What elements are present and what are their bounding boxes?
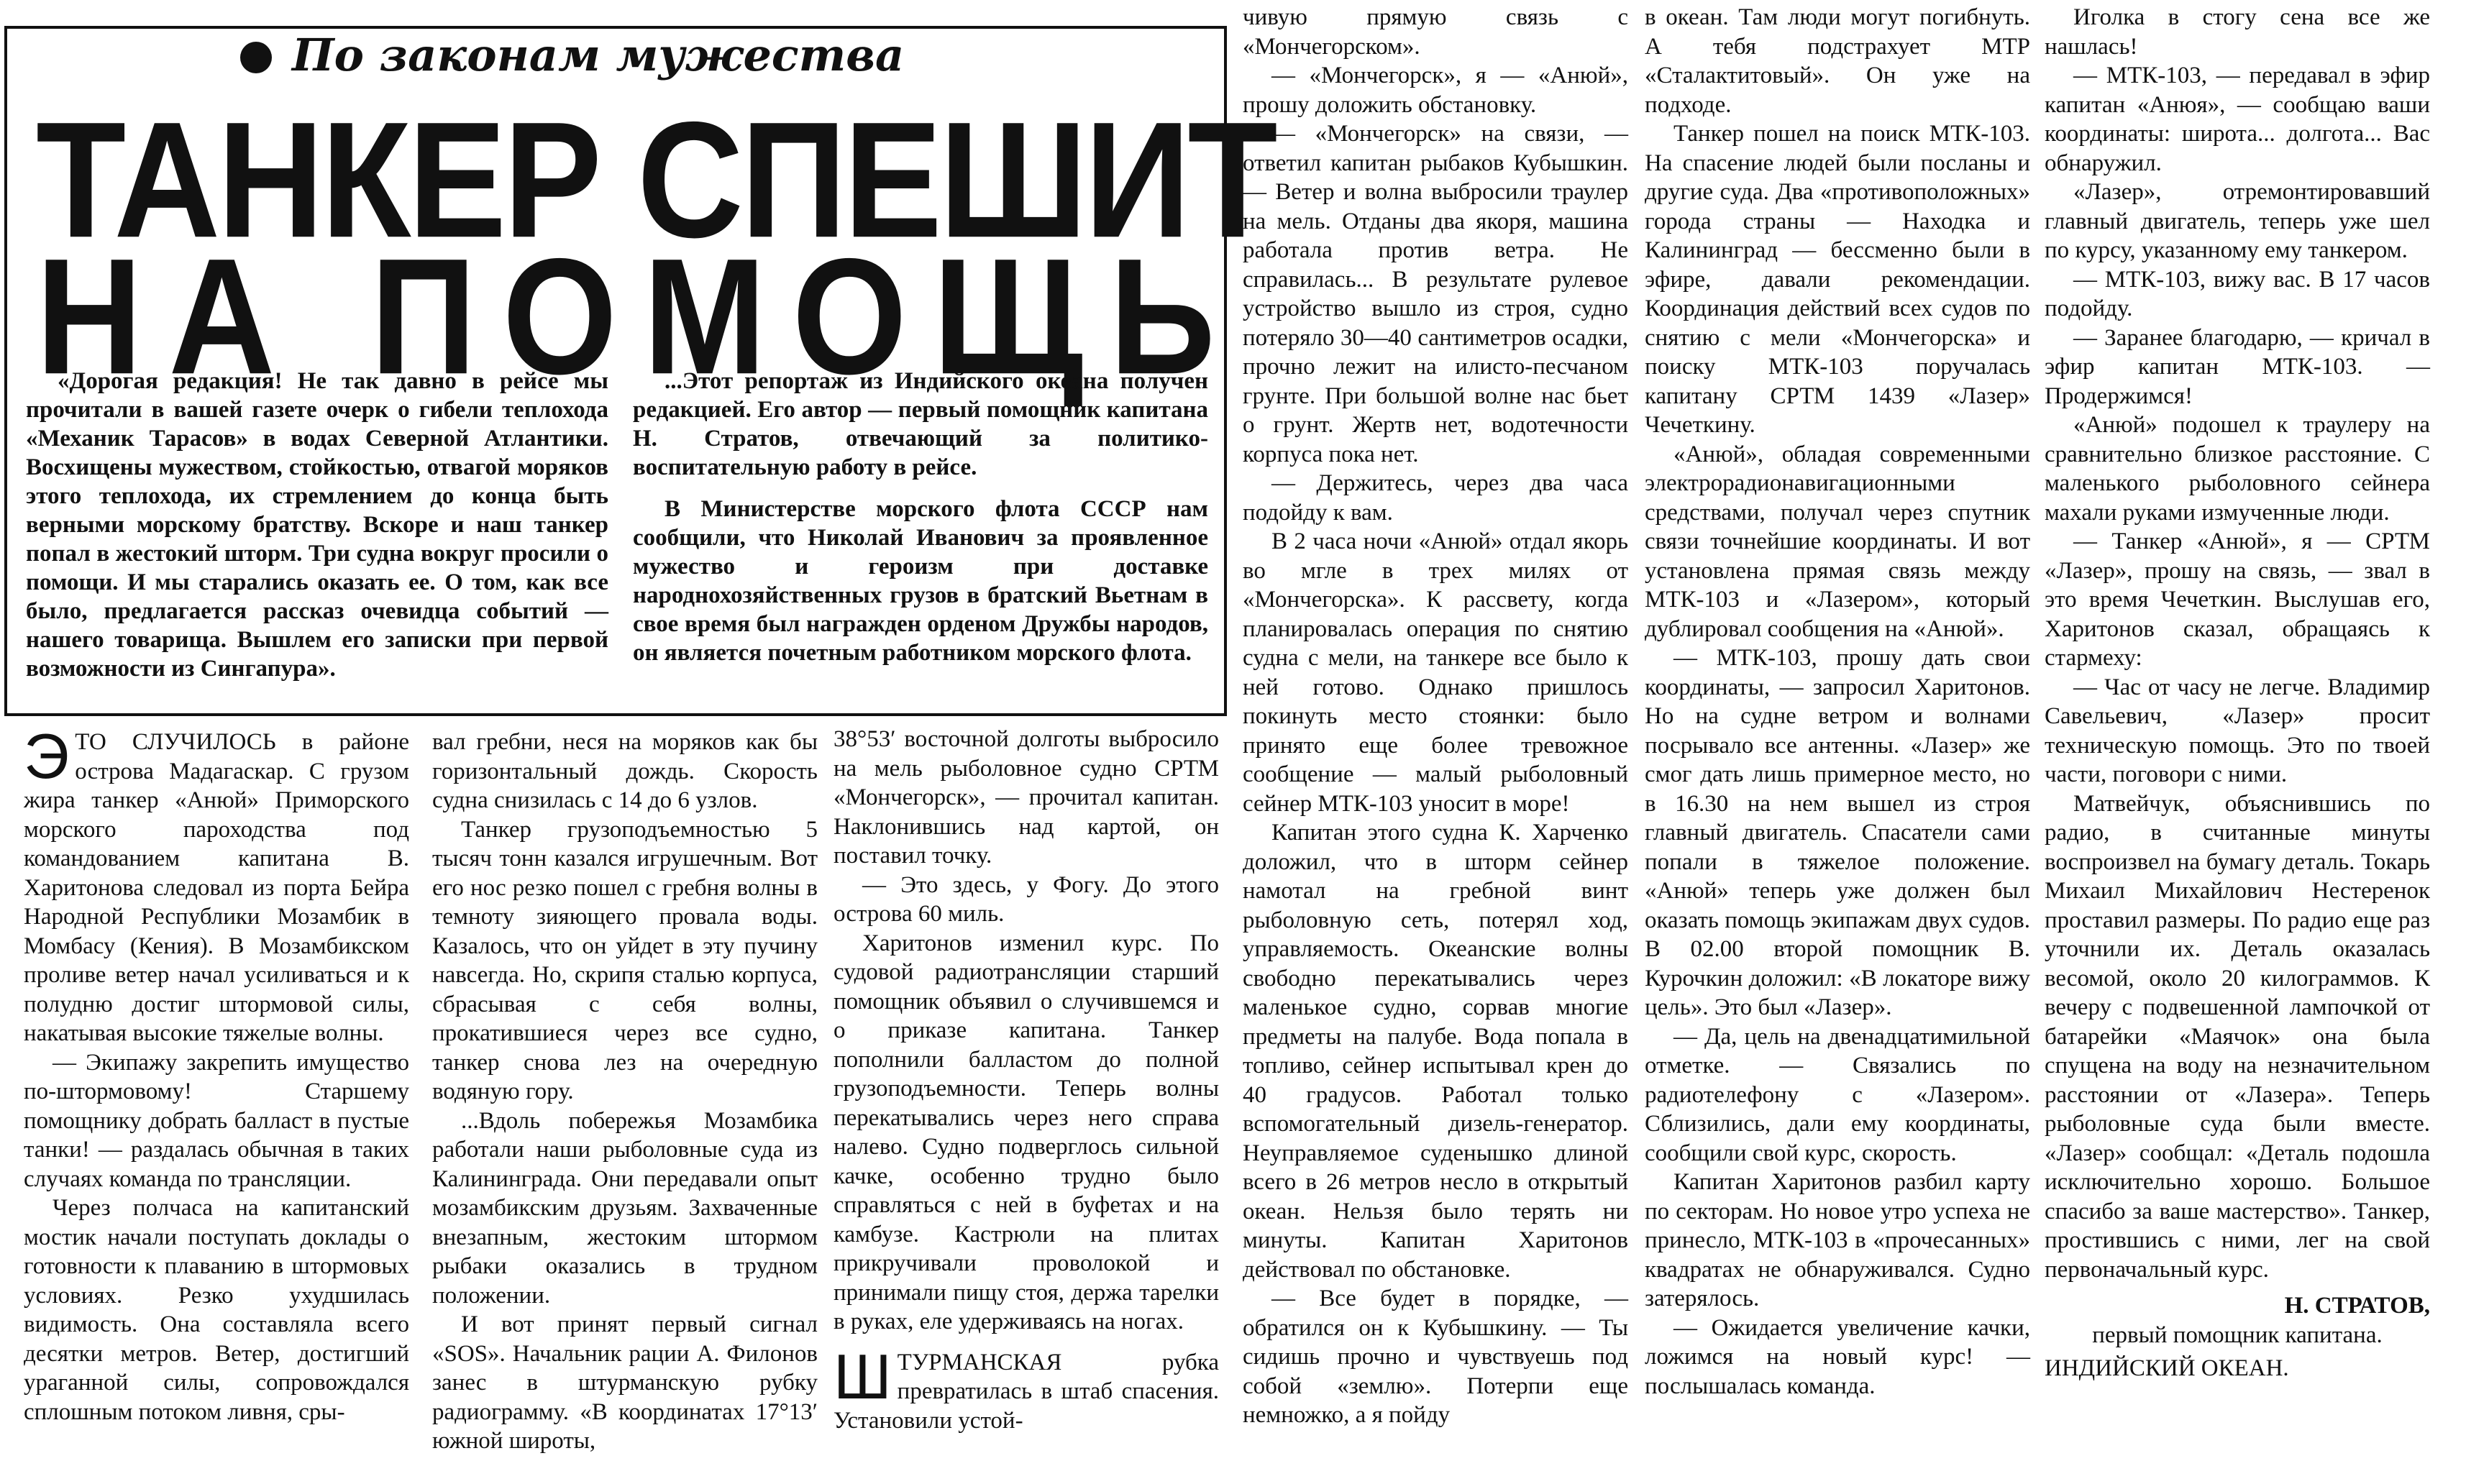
paragraph: — Час от часу не легче. Владимир Савельевич, «Лазер» просит техническую помощь. Это по твоей части, поговори с ними.: [2045, 674, 2430, 787]
headline-letter: Н: [36, 224, 143, 409]
paragraph: Танкер грузоподъемностью 5 тысяч тонн казался игрушечным. Вот его нос резко пошел с гребня волны в темноту зияющего провала воды. Казалось, что он уйдет в эту пучину навсегда. Но, скрипя сталью корпуса, сбрасывая с себя волны, прокатившиеся через все судно, танкер снова лез на очередную водяную гору.: [432, 816, 818, 1104]
headline-letter: М: [643, 224, 767, 409]
paragraph: Матвейчук, объяснившись по радио, в считанные минуты воспроизвел на бумагу деталь. Токарь Михаил Михайлович Нестеренок проставил размеры. По радио еще раз уточнили их. Деталь оказалась весомой, около 20 килограммов. К вечеру с подвешенной лампочкой от батарейки «Маячок» она была спущена на воду на незначительном расстоянии от «Лазера». Теперь рыболовные суда были вместе. «Лазер» сообщал: «Деталь подошла исключительно хорошо. Большое спасибо за ваше мастерство». Танкер, простившись с ними, лег на свой первоначальный курс.: [2045, 790, 2430, 1283]
paragraph: чивую прямую связь с «Мончегорском».: [1243, 4, 1628, 60]
headline-letter: О: [792, 224, 908, 409]
paragraph: ...Вдоль побережья Мозамбика работали наши рыболовные суда из Калининграда. Они передавали опыт мозамбикским друзьям. Захваченные внезапным, жестоким штормом рыбаки оказались в трудном положении.: [432, 1107, 818, 1309]
headline-letter: Щ: [933, 224, 1084, 409]
column-5: [1645, 3, 2030, 1401]
paragraph: «Лазер», отремонтировавший главный двигатель, теперь уже шел по курсу, указанному ему танкером.: [2045, 179, 2430, 263]
paragraph: вал гребни, неся на моряков как бы горизонтальный дождь. Скорость судна снизилась с 14 до 6 узлов.: [432, 729, 818, 813]
author-title: первый помощник капитана.: [2092, 1322, 2383, 1348]
paragraph: — Заранее благодарю, — кричал в эфир капитан МТК-103. — Продержимся!: [2045, 324, 2430, 409]
paragraph-text: рубка превратилась в штаб спасения. Установили устой-: [834, 1349, 1219, 1434]
paragraph: в океан. Там люди могут погибнуть. А тебя подстрахует МТР «Сталактитовый». Он уже на подходе.: [1645, 4, 2030, 118]
lead-paragraph: ...Этот репортаж из Индийского океана получен редакцией. Его автор — первый помощник капитана Н. Стратов, отвечающий за политико-воспитательную работу в рейсе.: [633, 368, 1208, 480]
lead-in: ТО СЛУЧИЛОСЬ: [75, 729, 276, 755]
paragraph: «Анюй» подошел к траулеру на сравнительно близкое расстояние. С маленького рыболовного сейнера махали руками измученные люди.: [2045, 412, 2430, 526]
paragraph: — МТК-103, вижу вас. В 17 часов подойду.: [2045, 266, 2430, 321]
kicker-text: По законам мужества: [292, 29, 905, 81]
paragraph: — Это здесь, у Фогу. До этого острова 60 миль.: [834, 871, 1219, 927]
paragraph: [834, 1340, 1219, 1436]
headline-letter: А: [168, 224, 275, 409]
dateline-place: ИНДИЙСКИЙ ОКЕАН.: [2045, 1355, 2289, 1381]
paragraph: — «Мончегорск», я — «Анюй», прошу доложить обстановку.: [1243, 63, 1628, 118]
lead-editorial: [633, 367, 1208, 667]
drop-cap: Ш: [834, 1340, 892, 1412]
drop-cap: Э: [24, 720, 70, 792]
paragraph: Иголка в стогу сена все же нашлась!: [2045, 4, 2430, 60]
paragraph: «Анюй», обладая современными электрорадионавигационными средствами, получал через спутник связи точнейшие координаты. И вот установлена прямая связь между МТК-103 и «Лазером», который дублировал сообщения на «Анюй».: [1645, 441, 2030, 642]
paragraph: — «Мончегорск» на связи, — ответил капитан рыбаков Кубышкин. — Ветер и волна выбросили траулер на мель. Отданы два якоря, машина работала против ветра. Не справилась... В результате рулевое устройство вышло из строя, судно потеряло 30—40 сантиметров осадки, прочно лежит на илисто-песчаном грунте. При большой волне нас бьет о грунт. Жертв нет, водотечности корпуса пока нет.: [1243, 121, 1628, 467]
paragraph-text: в районе острова Мадагаскар. С грузом жира танкер «Анюй» Приморского морского пароходства под командованием капитана В. Харитонова следовал из порта Бейра Народной Республики Мозамбик в Момбасу (Кения). В Мозамбикском проливе ветер начал усиливаться и к полудню достиг штормовой силы, накатывая высокие тяжелые волны.: [24, 729, 410, 1046]
column-6: [2045, 3, 2430, 1383]
rubric-kicker: [223, 30, 921, 81]
paragraph: Харитонов изменил курс. По судовой радиотрансляции старший помощник объявил о случившемся и о приказе капитана. Танкер пополнили балластом до полной грузоподъемности. Теперь волны перекатывались через него справа налево. Судно подверглось сильной качке, особенно трудно было справляться с ней в буфетах и на камбузе. Кастрюли на плитах прикручивали проволокой и принимали пищу стоя, держа тарелки в руках, еле удерживаясь на ногах.: [834, 930, 1219, 1334]
paragraph: — Все будет в порядке, — обратился он к Кубышкину. — Ты сидишь прочно и чувствуешь под собой «землю». Потерпи еще немножко, а я пойду: [1243, 1286, 1628, 1428]
lead-letter: [26, 367, 608, 683]
headline-line-1: ТАНКЕР СПЕШИТ: [36, 88, 1275, 272]
paragraph: 38°53′ восточной долготы выбросило на мель рыболовное судно СРТМ «Мончегорск», — прочитал капитан. Наклонившись над картой, он поставил точку.: [834, 726, 1219, 869]
paragraph: И вот принят первый сигнал «SOS». Начальник рации А. Филонов занес в штурманскую рубку радиограмму. «В координатах 17°13′ южной широты,: [432, 1311, 818, 1454]
paragraph: Через полчаса на капитанский мостик начали поступать доклады о готовности к плаванию в штормовых условиях. Резко ухудшилась видимость. Она составляла всего десятки метров. Ветер, достигший ураганной силы, сопровождался сплошным потоком ливня, сры-: [24, 1195, 409, 1425]
paragraph: — Держитесь, через два часа подойду к вам.: [1243, 470, 1628, 526]
lead-in: ТУРМАНСКАЯ: [897, 1349, 1062, 1375]
paragraph: — МТК-103, прошу дать свои координаты, — запросил Харитонов. Но на судне ветром и волнами посрывало все антенны. «Лазер» же смог дать лишь примерное место, но в 16.30 на нем вышел из строя главный двигатель. Спасатели сами попали в тяжелое положение. «Анюй» теперь уже должен был оказать помощь экипажам двух судов. В 02.00 второй помощник В. Курочкин доложил: «В локаторе вижу цель». Это был «Лазер».: [1645, 645, 2030, 1020]
headline-box: [4, 26, 1275, 716]
paragraph: [24, 720, 410, 1048]
headline-letter: П: [370, 224, 477, 409]
paragraph: — МТК-103, — передавал в эфир капитан «Анюя», — сообщаю ваши координаты: широта... долгота... Вас обнаружил.: [2045, 63, 2430, 176]
column-3: [834, 725, 1219, 1435]
paragraph: — Ожидается увеличение качки, ложимся на новый курс! — послышалась команда.: [1645, 1314, 2030, 1399]
lead-paragraph: В Министерстве морского флота СССР нам сообщили, что Николай Иванович за проявленное мужество и героизм при доставке народнохозяйственных грузов в братский Вьетнам в свое время был награжден орденом Дружбы народов, он является почетным работником морского флота.: [633, 496, 1208, 666]
headline-letter: Ь: [1109, 224, 1215, 409]
paragraph: — Танкер «Анюй», я — СРТМ «Лазер», прошу на связь, — звал в это время Чечеткин. Выслушав его, Харитонов сказал, обращаясь к стармеху:: [2045, 528, 2430, 671]
paragraph: Капитан Харитонов разбил карту по секторам. Но новое утро успеха не принесло, МТК-103 в «прочесанных» квадратах не обнаруживался. Судно затерялось.: [1645, 1169, 2030, 1311]
author-signature: Н. СТРАТОВ,: [2284, 1293, 2430, 1319]
column-1: [24, 720, 410, 1426]
paragraph: — Да, цель на двенадцатимильной отметке. — Связались по радиотелефону с «Лазером». Сблизились, дали ему координаты, сообщили свой курс, скорость.: [1645, 1023, 2030, 1166]
column-4: [1243, 3, 1628, 1430]
lead-paragraph: «Дорогая редакция! Не так давно в рейсе мы прочитали в вашей газете очерк о гибели теплохода «Механик Тарасов» в водах Северной Атлантики. Восхищены мужеством, стойкостью, отвагой моряков этого теплохода, их стремлением до конца быть верными морскому братству. Вскоре и наш танкер попал в жестокий шторм. Три судна вокруг просили о помощи. И мы старались оказать ее. О том, как все было, предлагается рассказ очевидца событий — нашего товарища. Вышлем его записки при первой возможности из Сингапура».: [26, 368, 608, 682]
column-2: [432, 728, 818, 1456]
paragraph: В 2 часа ночи «Анюй» отдал якорь во мгле в трех милях от «Мончегорска». К рассвету, когда планировалась операция по снятию судна с мели, на танкере все было к ней готово. Однако пришлось покинуть место стоянки: было принято еще более тревожное сообщение — малый рыболовный сейнер МТК-103 уносит в море!: [1243, 528, 1628, 817]
bullet-icon: [240, 42, 272, 73]
headline-letter: О: [502, 224, 618, 409]
paragraph: Капитан этого судна К. Харченко доложил, что в шторм сейнер намотал на гребной винт рыболовную сеть, потерял ход, управляемость. Океанские волны свободно перекатывались через маленькое судно, сорвав многие предметы на палубе. Вода попала в топливо, сейнер испытывал крен до 40 градусов. Работал только вспомогательный дизель-генератор. Неуправляемое суденышко длиной всего в 26 метров несло в открытый океан. Нельзя было терять ни минуты. Капитан Харитонов действовал по обстановке.: [1243, 820, 1628, 1283]
paragraph: Танкер пошел на поиск МТК-103. На спасение людей были посланы и другие суда. Два «противоположных» города страны — Находка и Калининград — бессменно были в эфире, давали рекомендации. Координация действий всех судов по снятию с мели «Мончегорска» и поиску МТК-103 поручалась капитану СРТМ 1439 «Лазер» Чечеткину.: [1645, 121, 2030, 438]
paragraph: — Экипажу закрепить имущество по-штормовому! Старшему помощнику добрать балласт в пустые танки! — раздалась обычная в таких случаях команда по трансляции.: [24, 1049, 409, 1192]
